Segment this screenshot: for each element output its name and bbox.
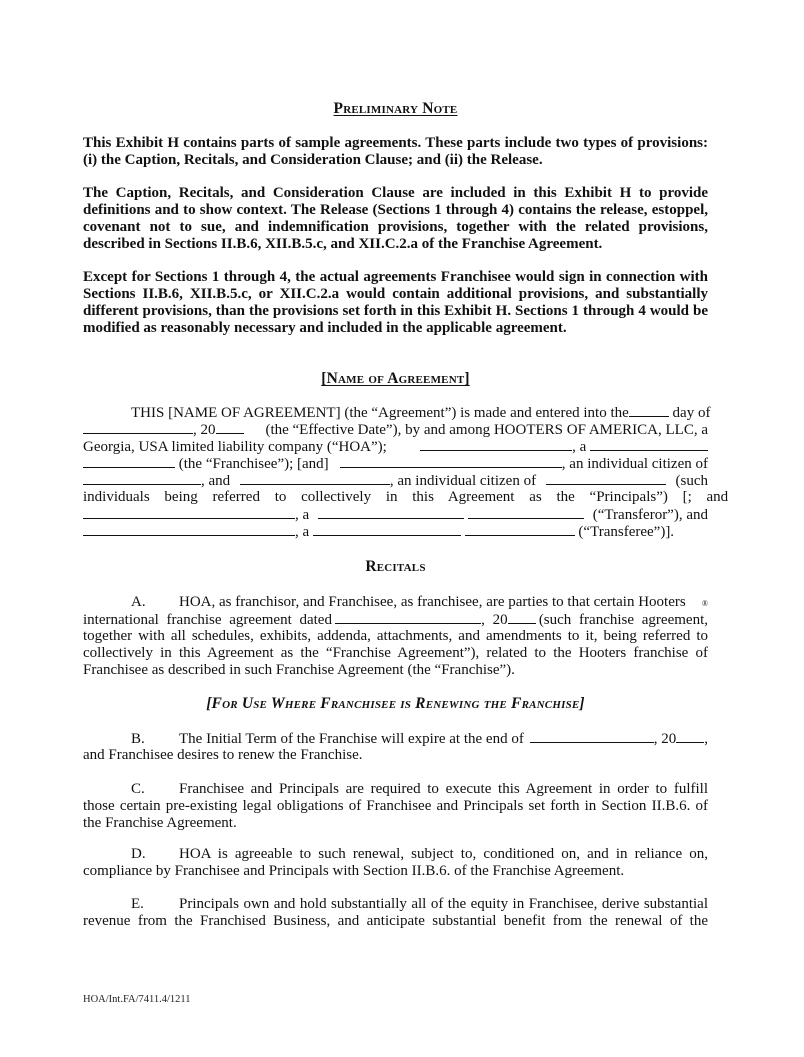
recital-b-label-wrap xyxy=(83,731,524,748)
intro-line-3 xyxy=(83,438,708,455)
citizenship-blank xyxy=(83,472,230,490)
recital-text: , xyxy=(704,731,708,747)
intro-text: , 20 xyxy=(193,422,216,438)
recital-b xyxy=(83,730,708,764)
intro-line-1 xyxy=(83,404,711,421)
preliminary-note-heading xyxy=(83,100,708,118)
intro-text: day of xyxy=(672,405,711,421)
recital-e-label: E. xyxy=(131,896,144,912)
preliminary-note-title: Preliminary Note xyxy=(333,100,458,117)
recital-a-label-wrap xyxy=(83,594,686,611)
intro-text: (“Transferee”)]. xyxy=(578,524,675,540)
intro-line-4 xyxy=(83,455,708,472)
intro-text: , a xyxy=(295,524,310,540)
intro-line-7 xyxy=(83,506,708,523)
intro-text: , an individual citizen of xyxy=(561,456,708,472)
transferor-type-blank xyxy=(318,506,584,524)
intro-text: THIS [NAME OF AGREEMENT] (the “Agreement”) is made and entered into the xyxy=(131,405,629,421)
recital-e xyxy=(83,896,708,930)
recital-text: international franchise agreement dated xyxy=(83,612,332,628)
recital-d-label: D. xyxy=(131,846,146,862)
franchisee-blank xyxy=(420,438,708,456)
intro-line-2 xyxy=(83,421,708,438)
intro-text: , a xyxy=(295,507,310,523)
day-blank xyxy=(629,404,711,422)
agreement-intro xyxy=(83,404,729,540)
intro-line-6 xyxy=(83,489,729,506)
intro-line-5 xyxy=(83,472,708,489)
recital-text: HOA, as franchisor, and Franchisee, as franchisee, are parties to that certain Hooters xyxy=(179,594,686,610)
renewal-title: [For Use Where Franchisee is Renewing the Franchise] xyxy=(206,695,585,712)
recital-a xyxy=(83,594,708,679)
principal-2-blank xyxy=(240,472,536,490)
recital-text: (such franchise agreement, xyxy=(538,612,708,628)
recitals-title: Recitals xyxy=(365,558,426,575)
preliminary-note-paragraph-2: The Caption, Recitals, and Consideration Clause are included in this Exhibit H to provide definitions and to show context. The Release (Sections 1 through 4) contains the release, estoppel, covenant not to sue, and indemnification provisions, together with the related provisions, described in Sections II.B.6, XII.B.5.c, and XII.C.2.a of the Franchise Agreement. xyxy=(83,185,708,252)
recital-b-line-2: and Franchisee desires to renew the Franchise. xyxy=(83,747,363,763)
intro-line-8 xyxy=(83,523,708,540)
recital-e-text: Principals own and hold substantially all of the equity in Franchisee, derive substantial revenue from the Franchised Business, and anticipate substantial benefit from the renewal of the xyxy=(83,896,708,929)
recital-a-rest: together with all schedules, exhibits, addenda, attachments, and amendments to it, being referred to collectively in this Agreement as the “Franchise Agreement”), related to the Hooters franchise of Franchisee as described in such Franchise Agreement (the “Franchise”). xyxy=(83,628,708,678)
recital-c xyxy=(83,781,708,832)
recital-c-label: C. xyxy=(131,781,145,797)
intro-text: (the “Effective Date”), by and among HOOTERS OF AMERICA, LLC, a xyxy=(265,422,708,438)
expiry-date-blank xyxy=(530,730,708,748)
document-footer-id: HOA/Int.FA/7411.4/1211 xyxy=(83,994,191,1005)
recital-b-line-1 xyxy=(83,730,708,747)
intro-text: individuals being referred to collectively in this Agreement as the “Principals”) [; and xyxy=(83,489,729,505)
agreement-date-blank xyxy=(335,611,536,629)
citizenship-2-blank xyxy=(546,472,666,490)
recital-a-label: A. xyxy=(131,594,146,610)
transferor-blank xyxy=(83,506,309,524)
intro-text: , a xyxy=(572,439,587,455)
intro-text: Georgia, USA limited liability company (“HOA”); xyxy=(83,439,387,455)
recital-text: The Initial Term of the Franchise will expire at the end of xyxy=(179,731,524,747)
recitals-heading xyxy=(83,558,708,576)
recital-text: , 20 xyxy=(653,731,677,747)
intro-text: (the “Franchisee”); [and] xyxy=(178,456,329,472)
intro-text: (“Transferor”), and xyxy=(592,507,708,523)
intro-text: (such xyxy=(675,473,708,489)
recital-a-line-2 xyxy=(83,611,708,628)
principal-blank xyxy=(340,455,708,473)
recital-text: , 20 xyxy=(481,612,508,628)
recital-d xyxy=(83,846,708,880)
intro-text: , and xyxy=(201,473,231,489)
transferee-blank xyxy=(83,523,674,541)
entity-type-blank xyxy=(83,455,329,473)
agreement-title: [Name of Agreement] xyxy=(321,370,470,387)
renewal-heading xyxy=(83,695,708,713)
intro-text: , an individual citizen of xyxy=(389,473,537,489)
recital-a-line-1: A. HOA, as franchisor, and Franchisee, as franchisee, are parties to that certain Hooters ® xyxy=(83,594,708,611)
recital-d-text: HOA is agreeable to such renewal, subject to, conditioned on, and in reliance on, compliance by Franchisee and Principals with Section II.B.6. of the Franchise Agreement. xyxy=(83,846,708,879)
agreement-heading xyxy=(83,370,708,388)
preliminary-note-paragraph-3: Except for Sections 1 through 4, the actual agreements Franchisee would sign in connection with Sections II.B.6, XII.B.5.c, or XII.C.2.a would contain additional provisions, and substantially different provisions, than the provisions set forth in this Exhibit H. Sections 1 through 4 would be modified as reasonably necessary and included in the applicable agreement. xyxy=(83,269,708,336)
preliminary-note-paragraph-1: This Exhibit H contains parts of sample agreements. These parts include two types of provisions: (i) the Caption, Recitals, and Consideration Clause; and (ii) the Release. xyxy=(83,135,708,168)
recital-b-label: B. xyxy=(131,731,145,747)
month-year-blank xyxy=(83,421,244,439)
recital-c-text: Franchisee and Principals are required to execute this Agreement in order to fulfill those certain pre-existing legal obligations of Franchisee and Principals set forth in Section II.B.6. of the Franchise Agreement. xyxy=(83,781,708,831)
